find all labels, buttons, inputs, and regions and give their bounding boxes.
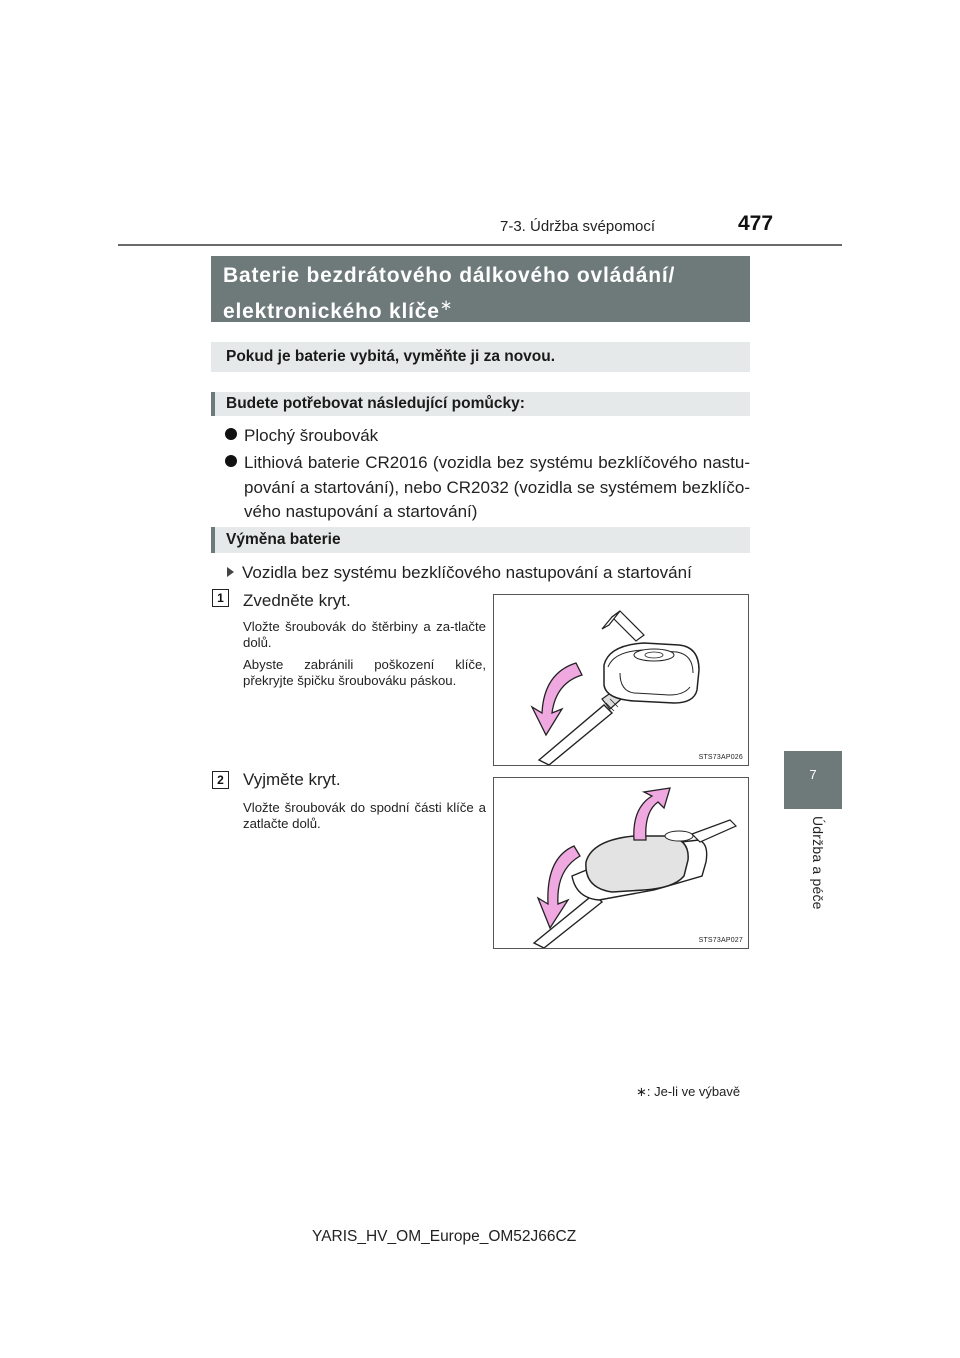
page-number: 477 bbox=[738, 212, 774, 235]
chapter-tab: 7 bbox=[784, 751, 842, 809]
vehicle-subheading bbox=[224, 563, 692, 583]
header-rule bbox=[118, 244, 842, 246]
intro-bar: Pokud je baterie vybitá, vyměňte ji za novou. bbox=[211, 342, 750, 372]
title-line-1: Baterie bezdrátového dálkového ovládání/ bbox=[223, 264, 676, 287]
section-title: 7-3. Údržba svépomocí bbox=[500, 218, 656, 235]
chapter-tab-label: Údržba a péče bbox=[810, 816, 826, 910]
bullet-icon bbox=[225, 428, 237, 440]
bullet-icon bbox=[225, 455, 237, 467]
step-2-illustration bbox=[493, 777, 749, 949]
step-1-note: Abyste zabránili poškození klíče, překryjte špičku šroubováku páskou. bbox=[243, 657, 486, 688]
footnote-marker: ∗ bbox=[439, 297, 454, 314]
replace-heading: Výměna baterie bbox=[211, 527, 750, 553]
footnote: ∗: Je-li ve výbavě bbox=[636, 1084, 741, 1099]
title-line-2 bbox=[223, 291, 738, 327]
triangle-bullet-icon bbox=[227, 567, 234, 577]
document-code: YARIS_HV_OM_Europe_OM52J66CZ bbox=[312, 1228, 577, 1245]
tool-item bbox=[225, 426, 378, 446]
step-1-title: Zvedněte kryt. bbox=[243, 591, 351, 610]
step-2-note: Vložte šroubovák do spodní části klíče a zatlačte dolů. bbox=[243, 800, 486, 831]
tool-item bbox=[225, 451, 750, 525]
vehicle-subheading-text: Vozidla bez systému bezklíčového nastupování a startování bbox=[242, 563, 692, 582]
title-line-2-text: elektronického klíče bbox=[223, 300, 440, 323]
figure-code: STS73AP027 bbox=[698, 937, 743, 944]
step-1-note: Vložte šroubovák do štěrbiny a za-tlačte dolů. bbox=[243, 619, 486, 650]
tool-item-text: Plochý šroubovák bbox=[244, 426, 379, 445]
step-1-illustration bbox=[493, 594, 749, 766]
step-2-title: Vyjměte kryt. bbox=[243, 770, 341, 789]
figure-code: STS73AP026 bbox=[698, 754, 743, 761]
step-number-2: 2 bbox=[212, 771, 229, 789]
tools-heading: Budete potřebovat následující pomůcky: bbox=[211, 392, 750, 416]
tool-item-text: Lithiová baterie CR2016 (vozidla bez systému bezklíčového nastu-pování a startování), nebo CR2032 (vozidla se systémem bezklíčo-vého nastupování a startování) bbox=[244, 453, 750, 521]
step-number-1: 1 bbox=[212, 589, 229, 607]
page-title bbox=[211, 256, 750, 322]
